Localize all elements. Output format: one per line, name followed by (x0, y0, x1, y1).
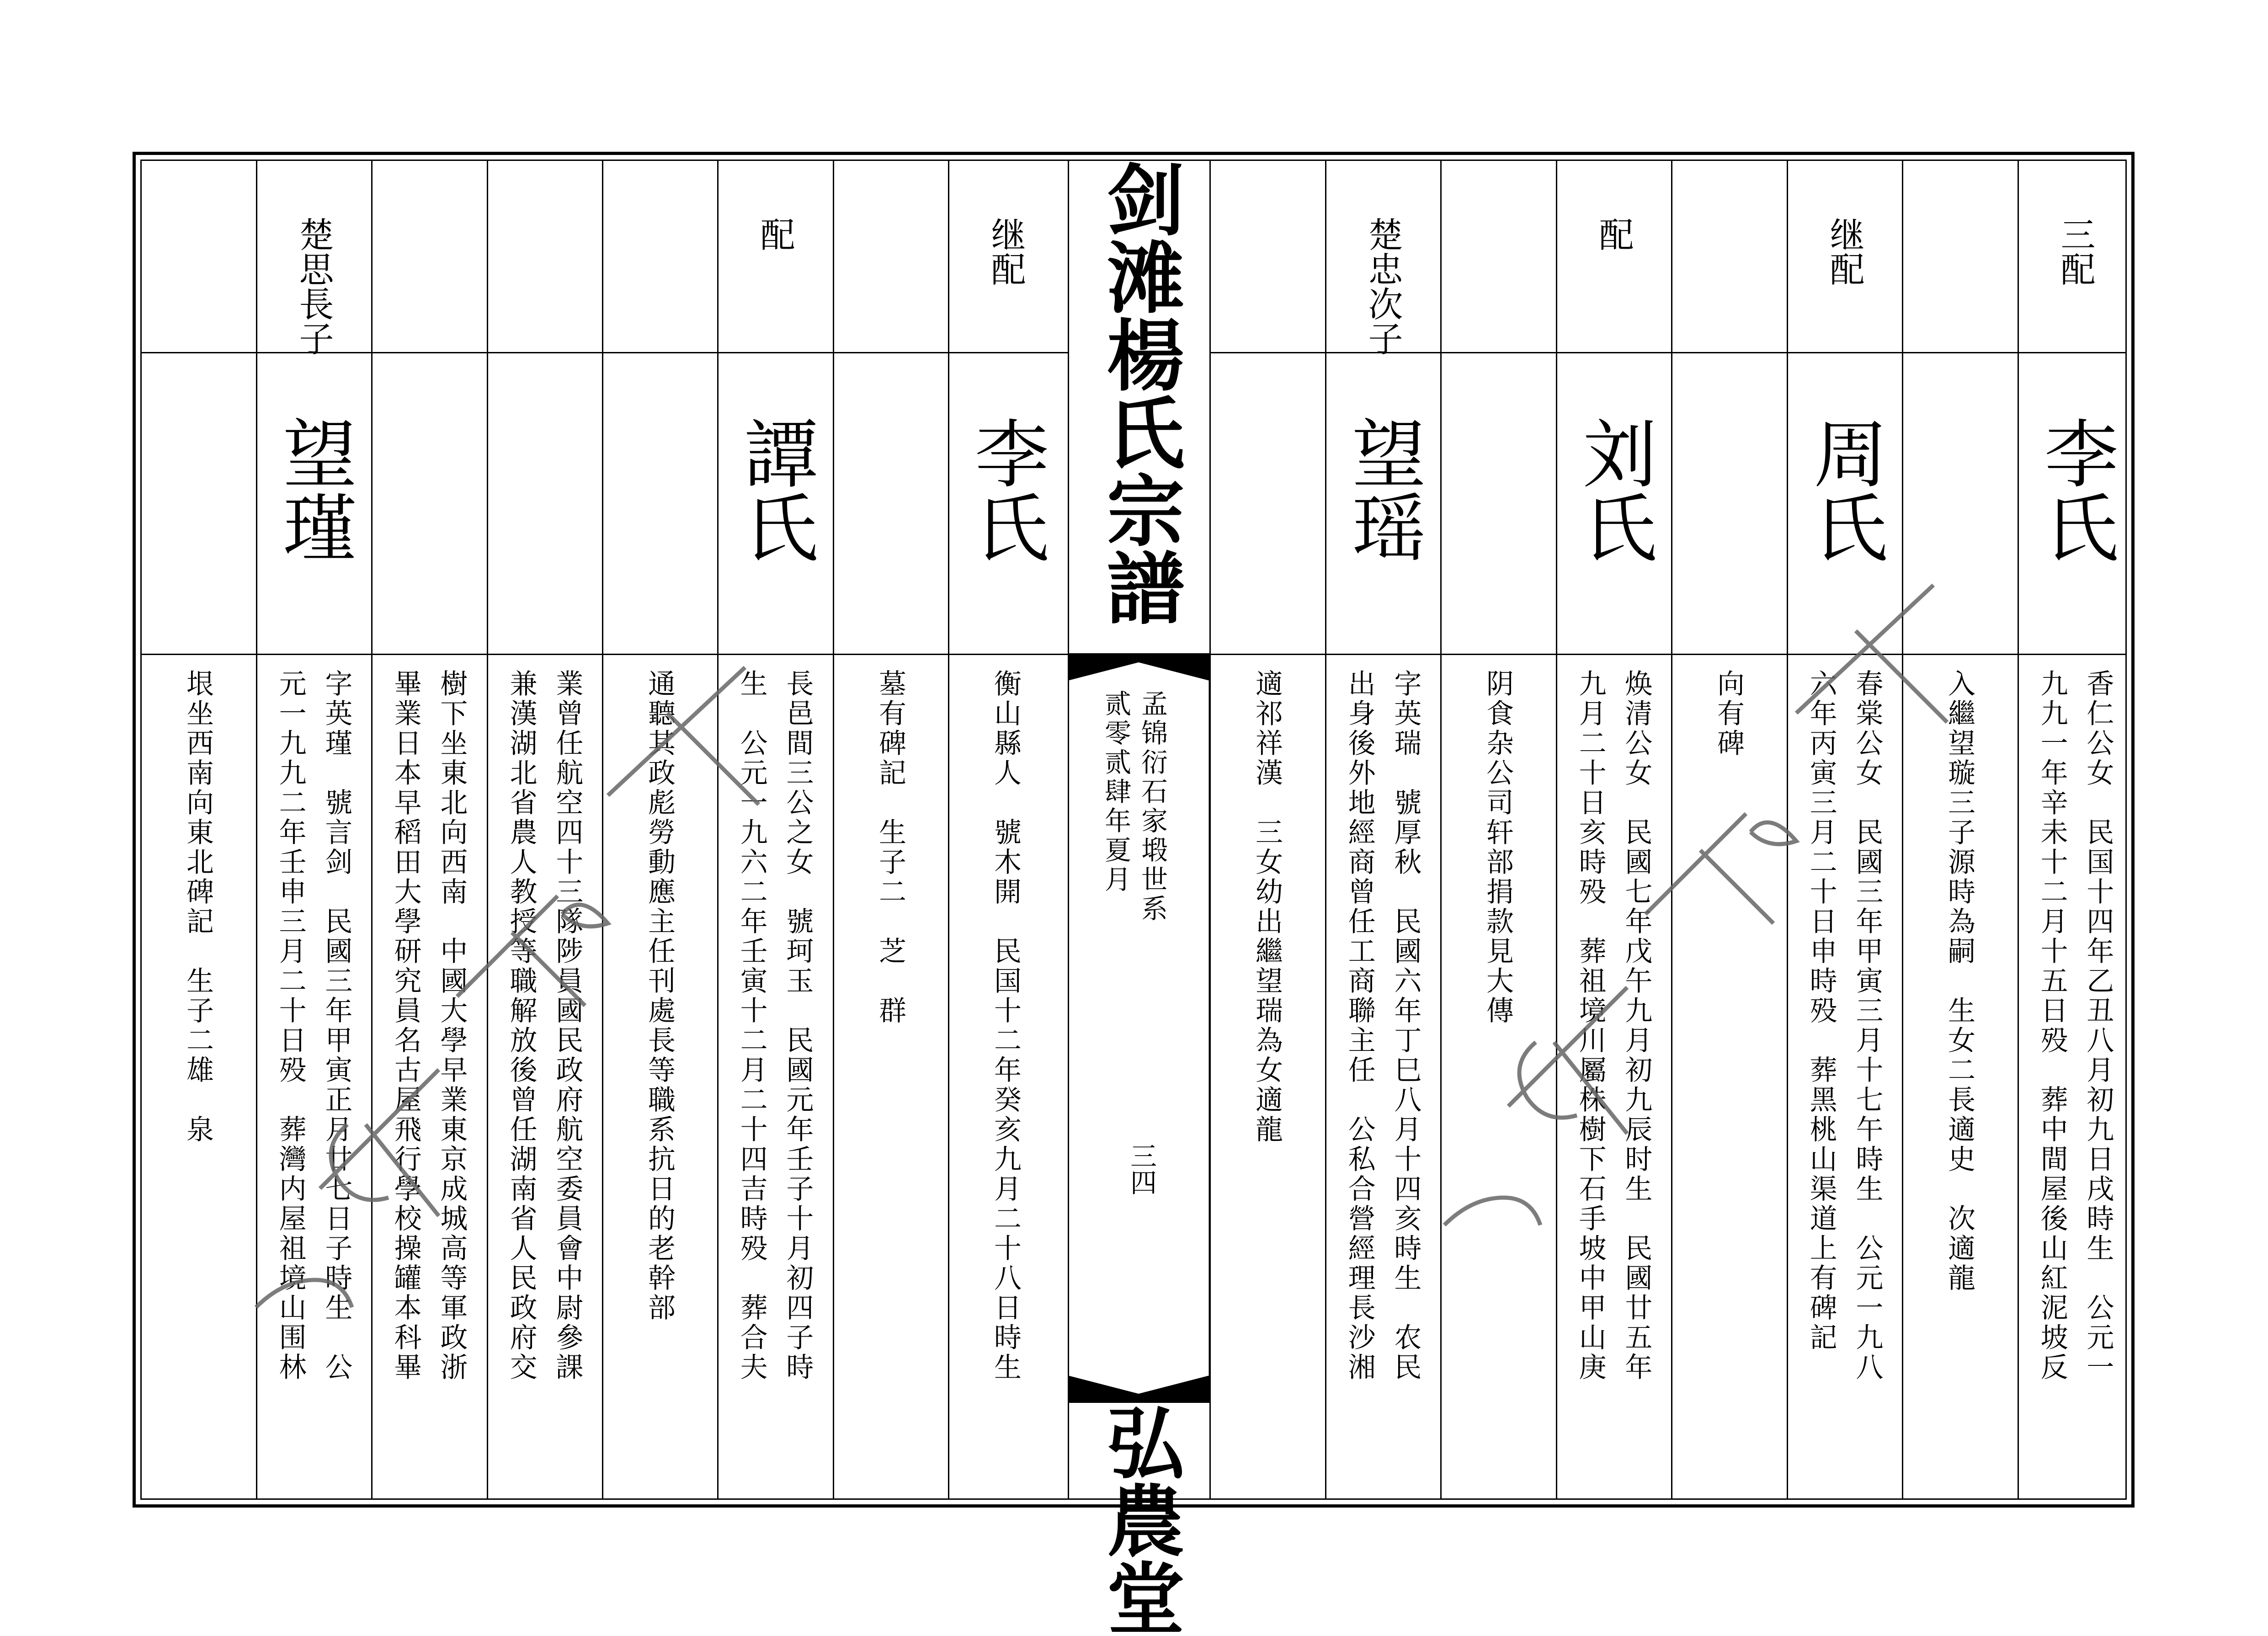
biography-text: 九九一年辛未十二月十五日殁 葬中間屋後山紅泥坡反 (2036, 669, 2068, 1382)
edition-line-1: 孟锦衍石家塅世系 (1137, 690, 1168, 924)
genealogy-column (1325, 160, 1440, 1500)
biography-text: 垠坐西南向東北碑記 生子二雄 泉 (182, 669, 214, 1145)
biography-text: 通聽其政彪勞動應主任刊處長等職系抗日的老幹部 (644, 669, 676, 1323)
biography-text: 九月二十日亥時殁 葬祖境川屬株樹下石手坡中甲山庚 (1574, 669, 1607, 1382)
biography-text: 入繼望璇三子源時為嗣 生女二長適史 次適龍 (1943, 669, 1975, 1293)
column-role: 继配 (985, 217, 1026, 286)
genealogy-title: 剑滩楊氏宗譜 (1093, 160, 1184, 626)
person-name: 刘氏 (1571, 416, 1656, 564)
biography-text: 業曾任航空四十三隊陟員國民政府航空委員會中尉參課 (551, 669, 584, 1382)
genealogy-column (1440, 160, 1555, 1500)
biography-text: 元一九九二年壬申三月二十日殁 葬灣内屋祖境山围林 (274, 669, 307, 1382)
biography-text: 長邑間三公之女 號珂玉 民國元年壬子十月初四子時 (782, 669, 814, 1382)
person-name: 譚氏 (732, 416, 818, 564)
column-role: 楚思長子 (293, 217, 334, 356)
genealogy-column (487, 160, 602, 1500)
hall-name: 弘農堂 (1093, 1403, 1184, 1636)
biography-text: 墓有碑記 生子二 芝 群 (874, 669, 906, 1026)
biography-text: 衡山縣人 號木開 民国十二年癸亥九月二十八日時生 (990, 669, 1022, 1382)
biography-text: 六年丙寅三月二十日申時殁 葬黑桃山渠道上有碑記 (1805, 669, 1837, 1353)
genealogy-column (1556, 160, 1671, 1500)
page-number: 三四 (1126, 1142, 1157, 1195)
genealogy-column (371, 160, 486, 1500)
genealogy-column (1671, 160, 1786, 1500)
biography-text: 樹下坐東北向西南 中國大學早業東京成城高等軍政浙 (436, 669, 468, 1382)
column-role: 继配 (1824, 217, 1865, 286)
genealogy-column (717, 160, 832, 1500)
person-name: 望瑾 (271, 416, 357, 564)
biography-text: 字英瑾 號言剑 民國三年甲寅正月廿七日子時生 公 (320, 669, 353, 1382)
person-name: 李氏 (963, 416, 1049, 564)
genealogy-column (1209, 160, 1325, 1500)
column-role: 三配 (2055, 217, 2096, 286)
person-name: 望瑶 (1340, 416, 1426, 564)
genealogy-column (256, 160, 371, 1500)
biography-text: 兼漢湖北省農人教授等職解放後曾任湖南省人民政府交 (505, 669, 538, 1382)
genealogy-column (602, 160, 717, 1500)
biography-text: 生 公元一九六二年壬寅十二月二十四吉時殁 葬合夫 (735, 669, 768, 1382)
biography-text: 香仁公女 民国十四年乙丑八月初九日戌時生 公元一 (2082, 669, 2114, 1382)
biography-text: 焕清公女 民國七年戊午九月初九辰时生 民國廿五年 (1620, 669, 1653, 1382)
biography-text: 向有碑 (1713, 669, 1745, 758)
center-band (1068, 160, 1209, 1636)
column-role: 配 (1593, 217, 1634, 251)
genealogy-column (140, 160, 256, 1500)
biography-text: 畢業日本早稻田大學研究員名古屋飛行學校操罐本科畢 (389, 669, 422, 1382)
biography-text: 阴食杂公司轩部捐款見大傳 (1482, 669, 1514, 1026)
column-role: 配 (755, 217, 795, 251)
genealogy-column (1902, 160, 2017, 1500)
biography-text: 字英瑞 號厚秋 民國六年丁巳八月十四亥時生 农民 (1390, 669, 1422, 1382)
person-name: 周氏 (1801, 416, 1887, 564)
biography-text: 春棠公女 民國三年甲寅三月十七午時生 公元一九八 (1851, 669, 1884, 1382)
genealogy-column (948, 160, 1063, 1500)
biography-text: 適祁祥漢 三女幼出繼望瑞為女適龍 (1251, 669, 1283, 1145)
genealogy-column (2018, 160, 2133, 1500)
column-role: 楚忠次子 (1363, 217, 1403, 356)
edition-line-2: 贰零贰肆年夏月 (1100, 690, 1131, 895)
genealogy-column (1787, 160, 1902, 1500)
genealogy-column (833, 160, 948, 1500)
biography-text: 出身後外地經商曾任工商聯主任 公私合營經理長沙湘 (1343, 669, 1376, 1382)
person-name: 李氏 (2032, 416, 2118, 564)
